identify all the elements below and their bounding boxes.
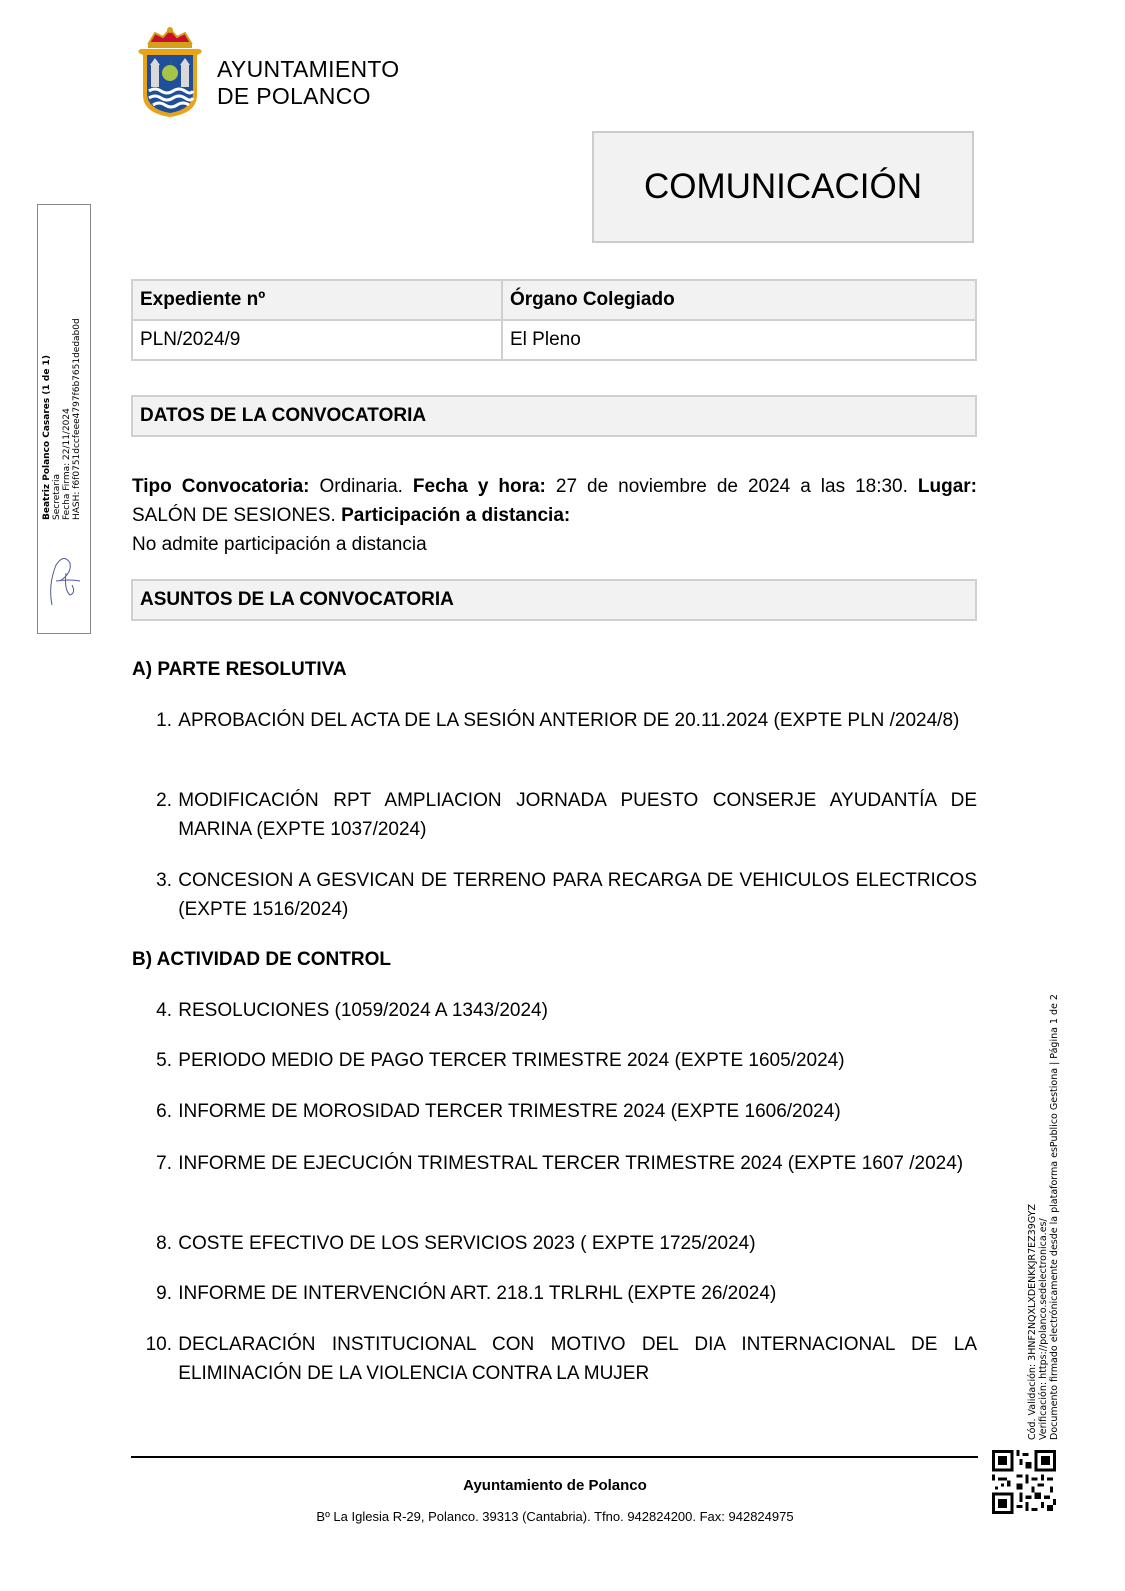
item-text: INFORME DE INTERVENCIÓN ART. 218.1 TRLRHL (EXPTE 26/2024) (178, 1283, 777, 1304)
lugar-label: Lugar: (917, 476, 977, 497)
signature-date: Fecha Firma: 22/11/2024 (62, 408, 72, 520)
item-text: MODIFICACIÓN RPT AMPLIACION JORNADA PUESTO CONSERJE AYUDANTÍA DE MARINA (EXPTE 1037/2024) (178, 790, 977, 840)
verification-details (1027, 994, 1060, 1440)
lugar-value: SALÓN DE SESIONES. (132, 505, 342, 526)
agenda-item (132, 1097, 977, 1126)
document-title: COMUNICACIÓN (592, 131, 974, 243)
item-text: APROBACIÓN DEL ACTA DE LA SESIÓN ANTERIOR DE 20.11.2024 (EXPTE PLN /2024/8) (178, 710, 960, 731)
handwritten-signature-icon (42, 545, 87, 615)
agenda-item (132, 866, 977, 924)
org-name-line2: DE POLANCO (217, 83, 371, 109)
expediente-value: PLN/2024/9 (132, 320, 502, 360)
tipo-value: Ordinaria. (309, 476, 413, 497)
agenda-item (132, 706, 977, 735)
asuntos-section-header: ASUNTOS DE LA CONVOCATORIA (131, 579, 977, 621)
part-a-heading: A) PARTE RESOLUTIVA (132, 659, 347, 680)
signature-platform-note: Documento firmado electrónicamente desde la plataforma esPublico Gestiona | Página 1 de 2 (1049, 994, 1060, 1440)
item-number: 7. (156, 1153, 172, 1174)
item-number: 10. (145, 1334, 172, 1355)
signature-hash: HASH: f6f0751dccfeee4797f6b7651dedab0d (72, 318, 82, 520)
info-table-header-row (132, 280, 976, 320)
participacion-label: Participación a distancia: (341, 505, 571, 526)
agenda-item (132, 1149, 977, 1178)
item-number: 9. (156, 1283, 172, 1304)
footer-address: Bº La Iglesia R-29, Polanco. 39313 (Cantabria). Tfno. 942824200. Fax: 942824975 (316, 1509, 794, 1524)
fecha-value: 27 de noviembre de 2024 a las 18:30. (545, 476, 918, 497)
item-number: 2. (156, 790, 172, 811)
item-text: DECLARACIÓN INSTITUCIONAL CON MOTIVO DEL DIA INTERNACIONAL DE LA ELIMINACIÓN DE LA VIOLENCIA CONTRA LA MUJER (178, 1334, 977, 1384)
agenda-item (132, 996, 977, 1025)
agenda-item (132, 1229, 977, 1258)
part-b-heading: B) ACTIVIDAD DE CONTROL (132, 949, 391, 970)
datos-section-header: DATOS DE LA CONVOCATORIA (131, 395, 977, 437)
item-number: 5. (156, 1050, 172, 1071)
item-text: RESOLUCIONES (1059/2024 A 1343/2024) (178, 1000, 548, 1021)
info-table-value-row (132, 320, 976, 360)
item-text: INFORME DE EJECUCIÓN TRIMESTRAL TERCER TRIMESTRE 2024 (EXPTE 1607 /2024) (178, 1153, 964, 1174)
agenda-item (132, 786, 977, 844)
agenda-item (132, 1279, 977, 1308)
expediente-header: Expediente nº (132, 280, 502, 320)
item-text: CONCESION A GESVICAN DE TERRENO PARA RECARGA DE VEHICULOS ELECTRICOS (EXPTE 1516/2024) (178, 870, 977, 920)
fecha-label: Fecha y hora: (412, 476, 546, 497)
agenda-item (132, 1330, 977, 1388)
coat-of-arms-icon (135, 25, 205, 120)
signature-details (42, 318, 82, 520)
info-table (131, 279, 977, 361)
convocatoria-details (132, 472, 977, 559)
qr-code-icon[interactable] (992, 1450, 1056, 1514)
participacion-value: No admite participación a distancia (132, 534, 427, 555)
item-text: INFORME DE MOROSIDAD TERCER TRIMESTRE 2024 (EXPTE 1606/2024) (178, 1101, 841, 1122)
signer-name: Beatriz Polanco Casares (1 de 1) (42, 355, 52, 520)
org-name-line1: AYUNTAMIENTO (217, 56, 400, 82)
footer-divider (131, 1456, 978, 1458)
organo-header: Órgano Colegiado (502, 280, 976, 320)
item-number: 8. (156, 1233, 172, 1254)
item-text: PERIODO MEDIO DE PAGO TERCER TRIMESTRE 2024 (EXPTE 1605/2024) (178, 1050, 845, 1071)
footer-org-name: Ayuntamiento de Polanco (463, 1477, 647, 1494)
item-number: 3. (156, 870, 172, 891)
item-number: 1. (156, 710, 172, 731)
organization-name (217, 56, 400, 110)
agenda-item (132, 1046, 977, 1075)
item-text: COSTE EFECTIVO DE LOS SERVICIOS 2023 ( EXPTE 1725/2024) (178, 1233, 756, 1254)
validation-code: Cód. Validación: 3HNF2NQXLXDENKKJR7EZ39GYZ (1027, 1204, 1038, 1440)
organo-value: El Pleno (502, 320, 976, 360)
signer-role: Secretaria (52, 474, 62, 520)
tipo-label: Tipo Convocatoria: (132, 476, 310, 497)
item-number: 6. (156, 1101, 172, 1122)
verification-url[interactable]: Verificación: https://polanco.sedelectronica.es/ (1038, 1218, 1049, 1440)
item-number: 4. (156, 1000, 172, 1021)
